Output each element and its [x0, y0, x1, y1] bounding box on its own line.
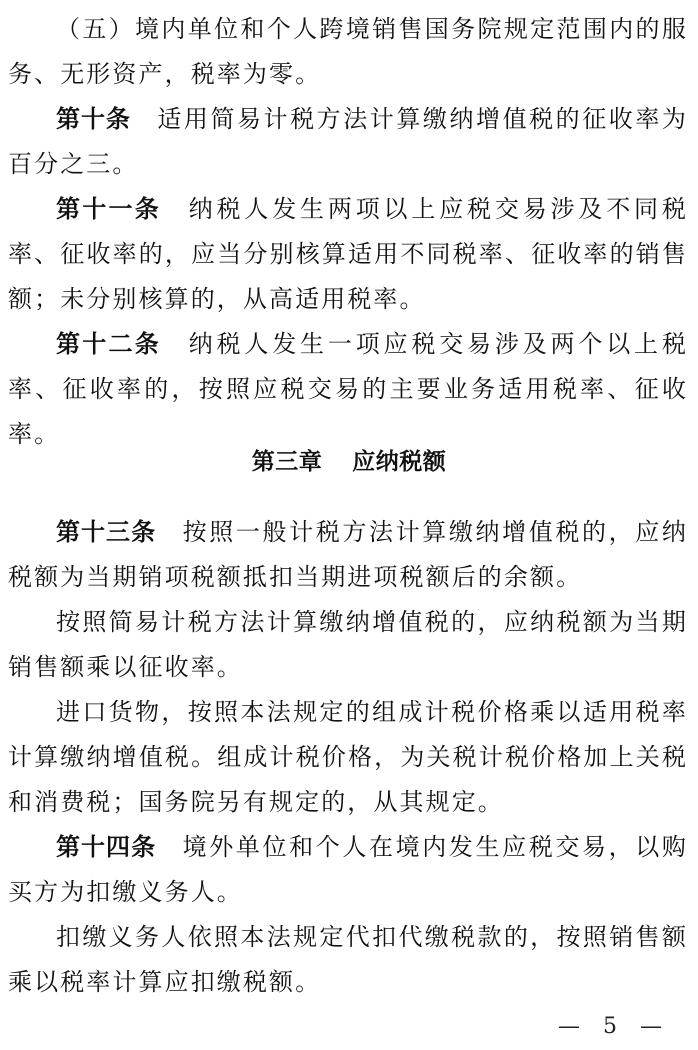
- article-14: [8, 825, 688, 915]
- article-text: 境外单位和个人在境内发生应税交易，以购买方为扣缴义务人。: [8, 833, 688, 906]
- article-13: [8, 510, 688, 600]
- article-label: 第十条: [56, 105, 131, 133]
- paragraph-text: 扣缴义务人依照本法规定代扣代缴税款的，按照销售额乘以税率计算应扣缴税额。: [8, 923, 688, 996]
- article-10: [8, 97, 688, 187]
- article-text: 纳税人发生一项应税交易涉及两个以上税率、征收率的，按照应税交易的主要业务适用税率、征收率。: [8, 330, 688, 448]
- chapter-heading: [0, 440, 698, 485]
- paragraph-text: 按照简易计税方法计算缴纳增值税的，应纳税额为当期销售额乘以征收率。: [8, 608, 688, 681]
- paragraph-simple-method: [8, 600, 688, 690]
- article-text: 纳税人发生两项以上应税交易涉及不同税率、征收率的，应当分别核算适用不同税率、征收率的销售额；未分别核算的，从高适用税率。: [8, 195, 688, 313]
- article-11: [8, 187, 688, 322]
- chapter-number: 第三章: [251, 449, 323, 475]
- article-text: 按照一般计税方法计算缴纳增值税的，应纳税额为当期销项税额抵扣当期进项税额后的余额。: [8, 518, 688, 591]
- article-text: 适用简易计税方法计算缴纳增值税的征收率为百分之三。: [8, 105, 689, 178]
- article-label: 第十三条: [56, 518, 157, 546]
- article-label: 第十二条: [56, 330, 161, 358]
- article-label: 第十一条: [56, 195, 161, 223]
- article-12: [8, 322, 688, 457]
- paragraph-import-goods: [8, 690, 688, 825]
- page-number: — 5 —: [558, 1014, 670, 1039]
- article-label: 第十四条: [56, 833, 157, 861]
- paragraph-text: （五）境内单位和个人跨境销售国务院规定范围内的服务、无形资产，税率为零。: [8, 15, 688, 88]
- paragraph-text: 进口货物，按照本法规定的组成计税价格乘以适用税率计算缴纳增值税。组成计税价格，为关税计税价格加上关税和消费税；国务院另有规定的，从其规定。: [8, 698, 688, 816]
- paragraph-item-5: [8, 7, 688, 97]
- paragraph-withholding-agent: [8, 915, 688, 1005]
- chapter-title: 应纳税额: [352, 449, 447, 475]
